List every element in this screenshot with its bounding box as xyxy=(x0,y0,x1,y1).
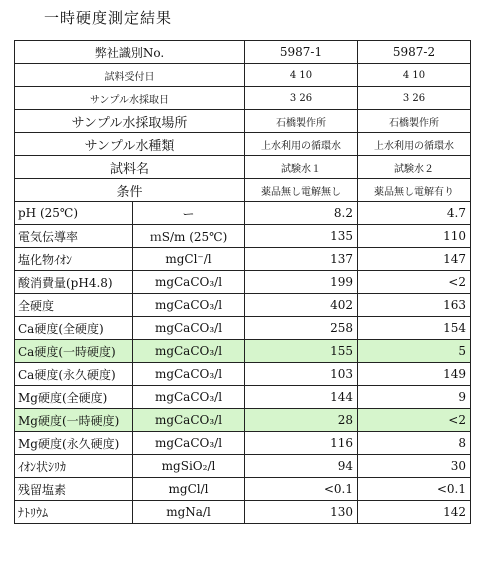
parameter-name: Ca硬度(全硬度) xyxy=(15,317,133,340)
table-row xyxy=(15,386,471,409)
header-row xyxy=(15,41,471,64)
table-row xyxy=(15,363,471,386)
value-sample-2: 110 xyxy=(358,225,471,248)
results-table-body xyxy=(15,41,471,524)
value-sample-2: 154 xyxy=(358,317,471,340)
header-row xyxy=(15,110,471,133)
value-sample-2: 8 xyxy=(358,432,471,455)
header-value-sample-1: 4 10 xyxy=(245,64,358,87)
table-row xyxy=(15,248,471,271)
value-sample-1: 28 xyxy=(245,409,358,432)
header-value-sample-2: 上水利用の循環水 xyxy=(358,133,471,156)
value-sample-2: <0.1 xyxy=(358,478,471,501)
value-sample-2: 149 xyxy=(358,363,471,386)
value-sample-2: 142 xyxy=(358,501,471,524)
table-row xyxy=(15,294,471,317)
value-sample-2: <2 xyxy=(358,271,471,294)
value-sample-1: 402 xyxy=(245,294,358,317)
value-sample-1: 135 xyxy=(245,225,358,248)
parameter-unit: mgCl/l xyxy=(133,478,245,501)
header-row xyxy=(15,64,471,87)
table-row xyxy=(15,478,471,501)
header-value-sample-1: 3 26 xyxy=(245,87,358,110)
header-row xyxy=(15,179,471,202)
document-title: 一時硬度測定結果 xyxy=(44,9,173,27)
parameter-name: Mg硬度(永久硬度) xyxy=(15,432,133,455)
value-sample-1: 116 xyxy=(245,432,358,455)
parameter-unit: mgCaCO₃/l xyxy=(133,340,245,363)
parameter-name: Ca硬度(永久硬度) xyxy=(15,363,133,386)
table-row xyxy=(15,501,471,524)
header-label: 弊社識別No. xyxy=(15,41,245,64)
parameter-unit: mgCaCO₃/l xyxy=(133,294,245,317)
parameter-unit: mgCaCO₃/l xyxy=(133,317,245,340)
header-value-sample-1: 試験水１ xyxy=(245,156,358,179)
table-row xyxy=(15,409,471,432)
parameter-unit: mgCaCO₃/l xyxy=(133,363,245,386)
header-label: サンプル水採取場所 xyxy=(15,110,245,133)
header-label: 試料名 xyxy=(15,156,245,179)
header-value-sample-1: 薬品無し電解無し xyxy=(245,179,358,202)
table-row xyxy=(15,317,471,340)
value-sample-1: 103 xyxy=(245,363,358,386)
value-sample-2: 147 xyxy=(358,248,471,271)
parameter-name: ﾅﾄﾘｳﾑ xyxy=(15,501,133,524)
header-row xyxy=(15,133,471,156)
table-row xyxy=(15,271,471,294)
parameter-name: 酸消費量(pH4.8) xyxy=(15,271,133,294)
parameter-unit: ｍS/m (25℃) xyxy=(133,225,245,248)
header-value-sample-2: 3 26 xyxy=(358,87,471,110)
parameter-unit: mgNa/l xyxy=(133,501,245,524)
header-value-sample-2: 石橋製作所 xyxy=(358,110,471,133)
value-sample-1: 8.2 xyxy=(245,202,358,225)
table-row xyxy=(15,202,471,225)
value-sample-1: 258 xyxy=(245,317,358,340)
header-value-sample-2: 5987-2 xyxy=(358,41,471,64)
value-sample-2: 5 xyxy=(358,340,471,363)
table-row xyxy=(15,340,471,363)
value-sample-1: 94 xyxy=(245,455,358,478)
value-sample-1: 155 xyxy=(245,340,358,363)
parameter-name: 塩化物ｲｵﾝ xyxy=(15,248,133,271)
value-sample-2: 30 xyxy=(358,455,471,478)
table-row xyxy=(15,432,471,455)
parameter-unit: ー xyxy=(133,202,245,225)
parameter-name: Mg硬度(全硬度) xyxy=(15,386,133,409)
parameter-unit: mgCaCO₃/l xyxy=(133,271,245,294)
header-value-sample-2: 薬品無し電解有り xyxy=(358,179,471,202)
parameter-unit: mgCaCO₃/l xyxy=(133,432,245,455)
header-label: 条件 xyxy=(15,179,245,202)
header-row xyxy=(15,87,471,110)
value-sample-2: 163 xyxy=(358,294,471,317)
parameter-name: Mg硬度(一時硬度) xyxy=(15,409,133,432)
header-value-sample-2: 4 10 xyxy=(358,64,471,87)
table-row xyxy=(15,455,471,478)
value-sample-1: 144 xyxy=(245,386,358,409)
parameter-name: ｲｵﾝ状ｼﾘｶ xyxy=(15,455,133,478)
value-sample-1: 130 xyxy=(245,501,358,524)
parameter-name: 電気伝導率 xyxy=(15,225,133,248)
results-table xyxy=(14,40,471,524)
value-sample-1: 199 xyxy=(245,271,358,294)
header-label: サンプル水種類 xyxy=(15,133,245,156)
parameter-unit: mgCaCO₃/l xyxy=(133,409,245,432)
value-sample-2: <2 xyxy=(358,409,471,432)
header-value-sample-2: 試験水２ xyxy=(358,156,471,179)
parameter-name: 残留塩素 xyxy=(15,478,133,501)
header-row xyxy=(15,156,471,179)
header-value-sample-1: 上水利用の循環水 xyxy=(245,133,358,156)
value-sample-1: <0.1 xyxy=(245,478,358,501)
parameter-name: pH (25℃) xyxy=(15,202,133,225)
parameter-unit: mgCaCO₃/l xyxy=(133,386,245,409)
header-label: サンプル水採取日 xyxy=(15,87,245,110)
parameter-unit: mgCl⁻/l xyxy=(133,248,245,271)
value-sample-1: 137 xyxy=(245,248,358,271)
table-row xyxy=(15,225,471,248)
header-label: 試料受付日 xyxy=(15,64,245,87)
header-value-sample-1: 5987-1 xyxy=(245,41,358,64)
parameter-name: 全硬度 xyxy=(15,294,133,317)
parameter-name: Ca硬度(一時硬度) xyxy=(15,340,133,363)
value-sample-2: 9 xyxy=(358,386,471,409)
value-sample-2: 4.7 xyxy=(358,202,471,225)
header-value-sample-1: 石橋製作所 xyxy=(245,110,358,133)
parameter-unit: mgSiO₂/l xyxy=(133,455,245,478)
